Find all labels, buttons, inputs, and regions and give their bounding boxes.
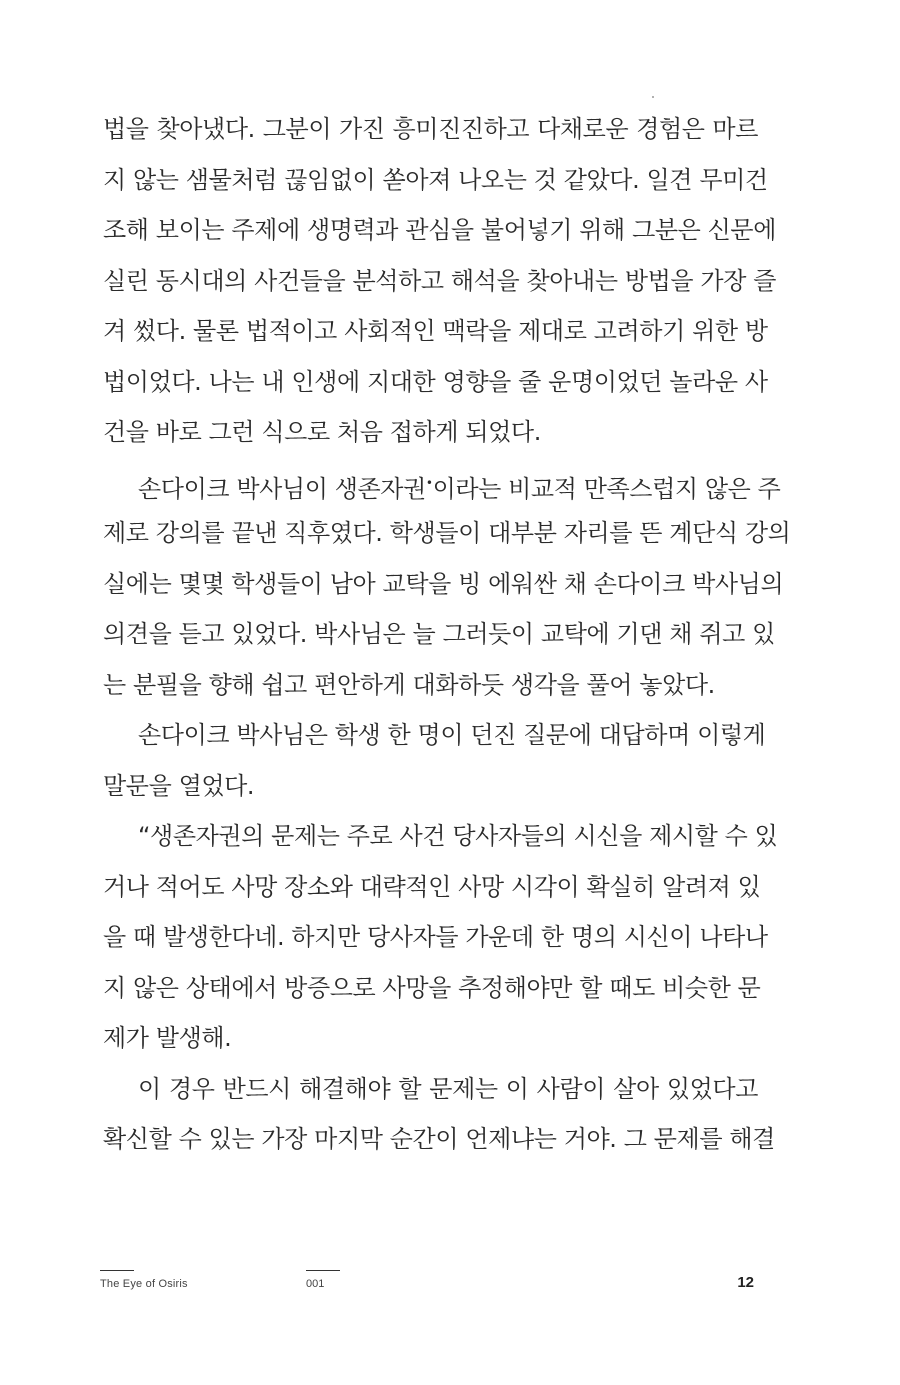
body-text — [103, 104, 791, 1165]
text-line: 법이었다. 나는 내 인생에 지대한 영향을 줄 운명이었던 놀라운 사 — [103, 367, 768, 396]
book-title: The Eye of Osiris — [100, 1278, 188, 1290]
text-line: 제로 강의를 끝낸 직후였다. 학생들이 대부분 자리를 뜬 계단식 강의 — [103, 519, 791, 547]
text-line: 법을 찾아냈다. 그분이 가진 흥미진진하고 다채로운 경험은 마르 — [103, 115, 758, 143]
print-speck — [652, 96, 654, 98]
text-line: 겨 썼다. 물론 법적이고 사회적인 맥락을 제대로 고려하기 위한 방 — [103, 317, 768, 345]
text-line-with-footnote — [103, 458, 781, 509]
text-line: 의견을 듣고 있었다. 박사님은 늘 그러듯이 교탁에 기댄 채 쥐고 있 — [103, 620, 775, 648]
text-line: 이 경우 반드시 해결해야 할 문제는 이 사람이 살아 있었다고 — [138, 1074, 758, 1103]
text-line: 건을 바로 그런 식으로 처음 접하게 되었다. — [103, 418, 541, 446]
page-number: 12 — [737, 1274, 754, 1291]
text-line: 확신할 수 있는 가장 마지막 순간이 언제냐는 거야. 그 문제를 해결 — [103, 1125, 775, 1153]
text-line: 조해 보이는 주제에 생명력과 관심을 불어넣기 위해 그분은 신문에 — [103, 216, 776, 244]
footer-rule-mid — [306, 1270, 340, 1271]
text-line: “생존자권의 문제는 주로 사건 당사자들의 시신을 제시할 수 있 — [138, 822, 778, 850]
text-line: 거나 적어도 사망 장소와 대략적인 사망 시각이 확실히 알려져 있 — [103, 872, 761, 901]
text-line: 는 분필을 향해 쉽고 편안하게 대화하듯 생각을 풀어 놓았다. — [103, 670, 715, 699]
text-line: 실에는 몇몇 학생들이 남아 교탁을 빙 에워싼 채 손다이크 박사님의 — [103, 569, 784, 598]
footnote-marker: • — [425, 475, 433, 490]
footer-rule-left — [100, 1270, 134, 1271]
text-segment: 손다이크 박사님이 생존자권 — [138, 474, 426, 503]
text-line: 제가 발생해. — [103, 1024, 232, 1052]
text-line: 지 않은 상태에서 방증으로 사망을 추정해야만 할 때도 비슷한 문 — [103, 973, 761, 1002]
page-footer — [0, 1270, 900, 1310]
text-line: 을 때 발생한다네. 하지만 당사자들 가운데 한 명의 시신이 나타나 — [103, 923, 768, 951]
text-line: 실린 동시대의 사건들을 분석하고 해석을 찾아내는 방법을 가장 즐 — [103, 266, 776, 295]
text-line: 말문을 열었다. — [103, 771, 255, 800]
text-segment: 이라는 비교적 만족스럽지 않은 주 — [432, 474, 781, 503]
text-line: 손다이크 박사님은 학생 한 명이 던진 질문에 대답하며 이렇게 — [138, 721, 766, 749]
text-line: 지 않는 샘물처럼 끊임없이 쏟아져 나오는 것 같았다. 일견 무미건 — [103, 165, 768, 194]
chapter-number: 001 — [306, 1278, 325, 1290]
